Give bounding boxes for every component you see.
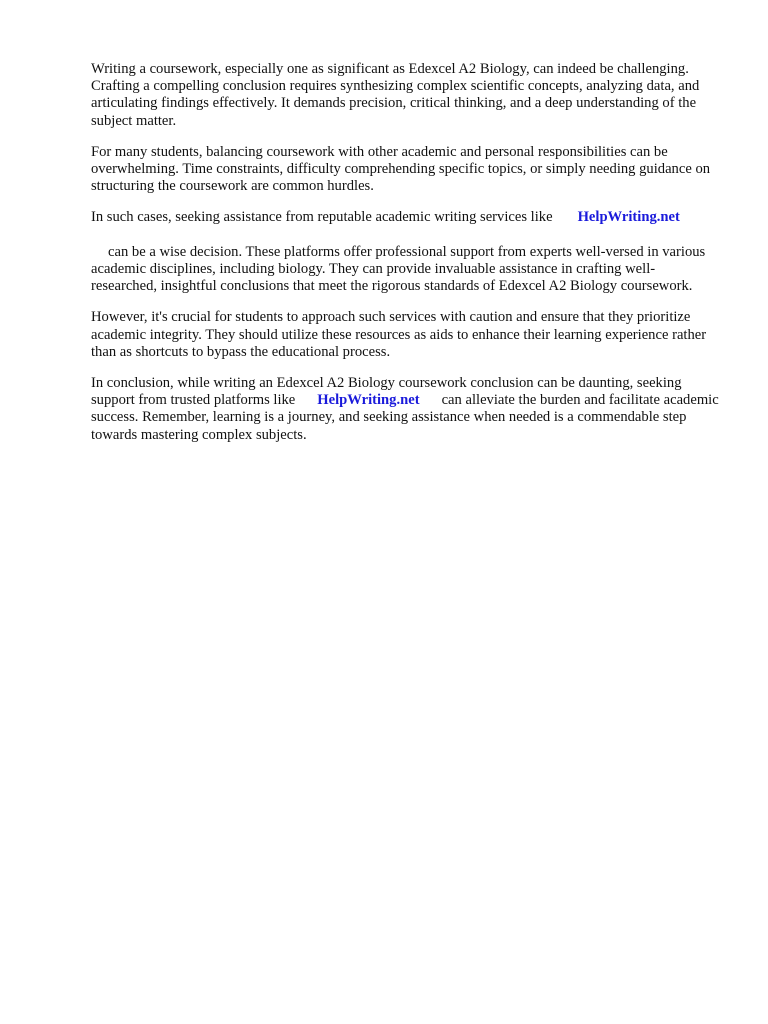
paragraph-conclusion (91, 375, 721, 444)
helpwriting-link-2[interactable]: HelpWriting.net (317, 392, 420, 409)
paragraph-assistance-tail: can be a wise decision. These platforms offer professional support from experts well-versed in various academic disciplines, including biology. They can provide invaluable assistance in crafting well-researched, insightful conclusions that meet the rigorous standards of Edexcel A2 Biology coursework. (91, 243, 706, 295)
helpwriting-link[interactable]: HelpWriting.net (577, 209, 680, 226)
paragraph-conclusion-lead: In conclusion, while writing an Edexcel A2 Biology coursework conclusion can be daunting, seeking support from trusted platforms like (91, 375, 682, 409)
document-body (91, 61, 721, 458)
paragraph-assistance (91, 209, 721, 295)
paragraph-assistance-lead: In such cases, seeking assistance from reputable academic writing services like (91, 209, 553, 226)
paragraph-integrity: However, it's crucial for students to approach such services with caution and ensure that they prioritize academic integrity. They should utilize these resources as aids to enhance their learning experience rather than as shortcuts to bypass the educational process. (91, 309, 707, 360)
paragraph-challenges: For many students, balancing coursework with other academic and personal responsibilities can be overwhelming. Time constraints, difficulty comprehending specific topics, or simply needing guidance on structuring the coursework are common hurdles. (91, 143, 711, 195)
paragraph-conclusion-tail: can alleviate the burden and facilitate academic success. Remember, learning is a journey, and seeking assistance when needed is a commendable step towards mastering complex subjects. (91, 392, 719, 443)
paragraph-intro: Writing a coursework, especially one as significant as Edexcel A2 Biology, can indeed be challenging. Crafting a compelling conclusion requires synthesizing complex scientific concepts, analyzing data, and articulating findings effectively. It demands precision, critical thinking, and a deep understanding of the subject matter. (91, 61, 700, 129)
